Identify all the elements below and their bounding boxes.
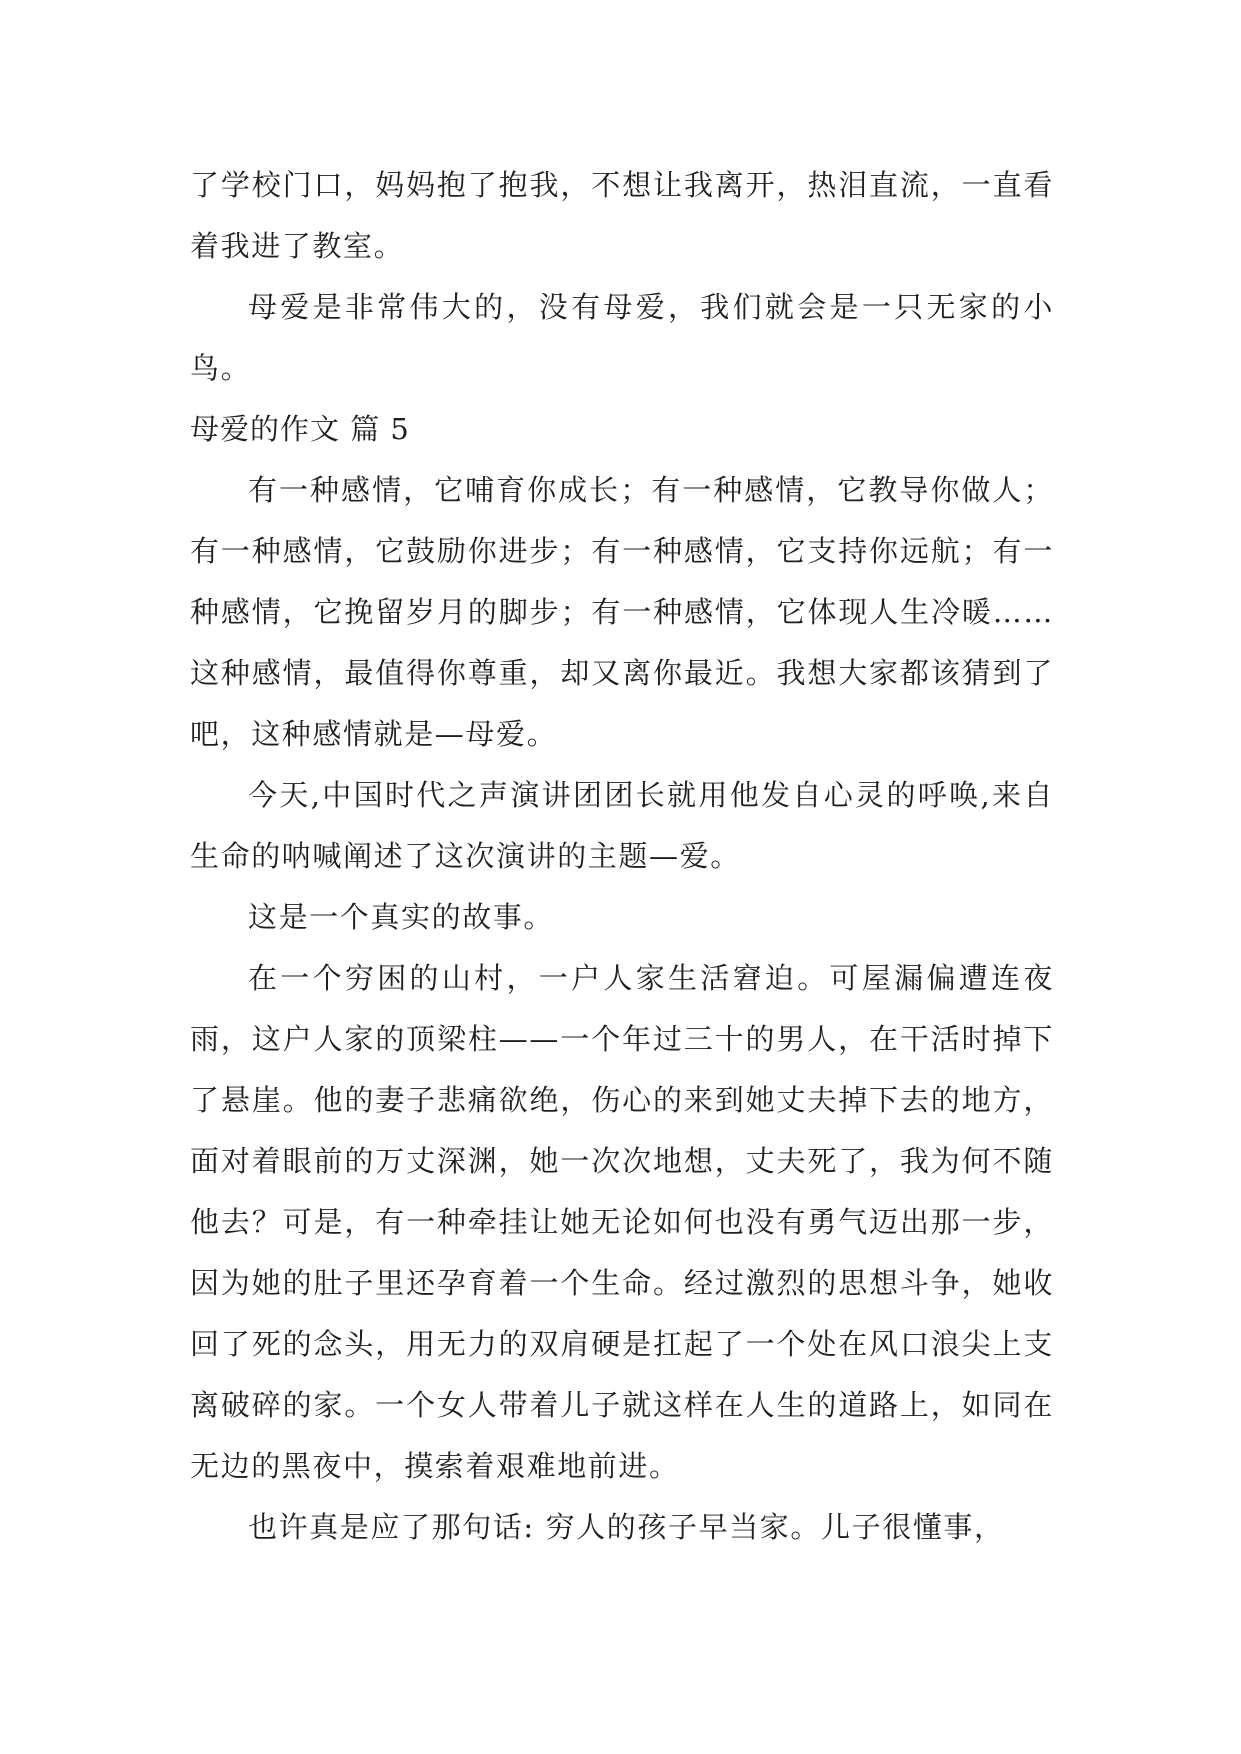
document-body: [190, 155, 1054, 1558]
section-heading: 母爱的作文 篇 5: [190, 412, 410, 446]
paragraph-continued: 了学校门口，妈妈抱了抱我，不想让我离开，热泪直流，一直看着我进了教室。: [190, 168, 1054, 263]
paragraph: 有一种感情，它哺育你成长；有一种感情，它教导你做人；有一种感情，它鼓励你进步；有一种感情，它支持你远航；有一种感情，它挽留岁月的脚步；有一种感情，它体现人生冷暖……这种感情，最值得你尊重，却又离你最近。我想大家都该猜到了吧，这种感情就是—母爱。: [190, 473, 1054, 751]
paragraph: 这是一个真实的故事。: [248, 900, 555, 934]
paragraph: 在一个穷困的山村，一户人家生活窘迫。可屋漏偏遭连夜雨，这户人家的顶梁柱——一个年过三十的男人，在干活时掉下了悬崖。他的妻子悲痛欲绝，伤心的来到她丈夫掉下去的地方，面对着眼前的万丈深渊，她一次次地想，丈夫死了，我为何不随他去？可是，有一种牵挂让她无论如何也没有勇气迈出那一步，因为她的肚子里还孕育着一个生命。经过激烈的思想斗争，她收回了死的念头，用无力的双肩硬是扛起了一个处在风口浪尖上支离破碎的家。一个女人带着儿子就这样在人生的道路上，如同在无边的黑夜中，摸索着艰难地前进。: [190, 961, 1054, 1483]
paragraph: 也许真是应了那句话: 穷人的孩子早当家。儿子很懂事，: [248, 1510, 1005, 1544]
paragraph: 母爱是非常伟大的，没有母爱，我们就会是一只无家的小鸟。: [190, 290, 1054, 385]
paragraph: 今天,中国时代之声演讲团团长就用他发自心灵的呼唤,来自生命的呐喊阐述了这次演讲的主题—爱。: [190, 778, 1054, 873]
